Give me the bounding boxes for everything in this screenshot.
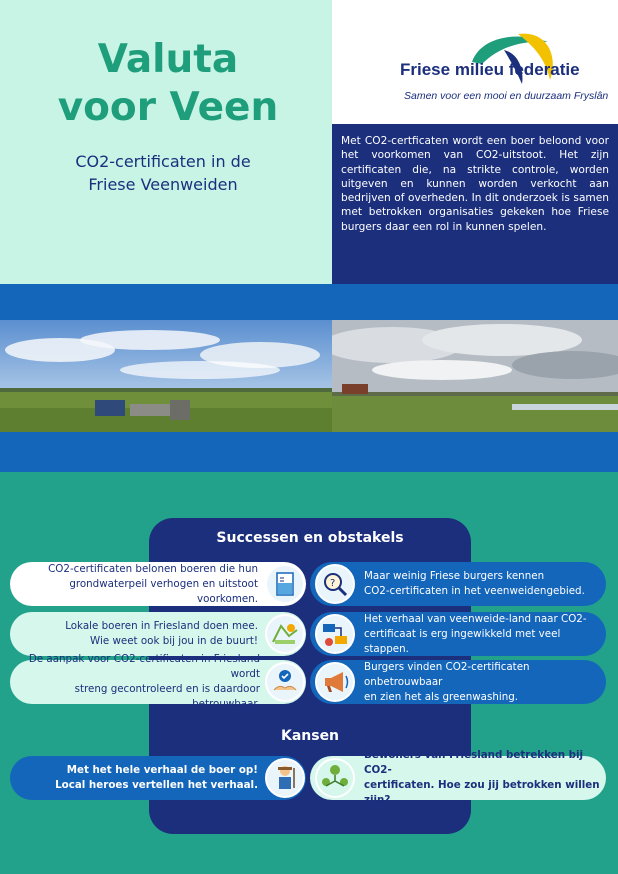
logo-word-friese: Friese — [400, 60, 451, 79]
chance-item-2-text: Bewoners van Friesland betrekken bij CO2- certificaten. Hoe zou jij betrokken willen zijn? — [364, 749, 600, 806]
handshake-check-icon — [265, 662, 305, 702]
landscape-photo-left — [0, 320, 332, 432]
subtitle-line-1: CO2-certificaten in de — [75, 152, 251, 171]
obstacle-item-2-text: Het verhaal van veenweide-land naar CO2- certificaat is erg ingewikkeld met veel stappen. — [364, 612, 587, 655]
logo-wordmark — [400, 60, 610, 80]
logo-word-federatie: federatie — [508, 60, 580, 79]
success-item-2-text: Lokale boeren in Friesland doen mee. Wie weet ook bij jou in de buurt! — [65, 620, 258, 647]
map-farm-icon — [265, 614, 305, 654]
question-magnifier-icon — [315, 564, 355, 604]
blue-band-top — [0, 284, 618, 320]
svg-text:?: ? — [330, 578, 336, 589]
chance-item-1-text: Met het hele verhaal de boer op! Local heroes vertellen het verhaal. — [55, 764, 258, 791]
megaphone-icon — [315, 662, 355, 702]
success-item-1 — [10, 562, 306, 606]
success-item-3-text: De aanpak voor CO2-certificaten in Friesland wordt streng gecontroleerd en is daardoor betrouwbaar. — [28, 653, 260, 710]
farmer-icon — [265, 758, 305, 798]
landscape-photo-right — [332, 320, 618, 432]
successes-obstacles-heading: Successen en obstakels — [216, 530, 404, 546]
success-item-2 — [10, 612, 306, 656]
chance-item-1 — [10, 756, 306, 800]
water-level-icon — [265, 564, 305, 604]
title-line-1: Valuta — [97, 37, 239, 82]
subtitle-line-2: Friese Veenweiden — [88, 175, 238, 194]
page-title — [28, 36, 308, 132]
success-item-1-text: CO2-certificaten belonen boeren die hun grondwaterpeil verhogen en uitstoot voorkomen. — [48, 562, 258, 605]
success-item-3 — [10, 653, 306, 710]
obstacle-item-3-text: Burgers vinden CO2-certificaten onbetrouwbaar en zien het als greenwashing. — [364, 660, 530, 703]
logo-tagline: Samen voor een mooi en duurzaam Fryslân — [404, 90, 609, 102]
logo-word-milieu: milieu — [454, 60, 504, 79]
title-line-2: voor Veen — [57, 85, 279, 130]
blue-band-bottom — [0, 432, 618, 472]
steps-icon — [315, 614, 355, 654]
intro-text: Met CO2-certficaten wordt een boer beloond voor het voorkomen van CO2-uitstoot. Het zijn certificaten die, na strikte controle, worden uitgeven en kunnen worden verkocht aan bedrijven of overheden. In dit onderzoek is samen met betrokken organisaties gekeken hoe Friese burgers daar een rol in kunnen spelen. — [341, 135, 609, 233]
page-subtitle — [28, 150, 298, 196]
obstacle-item-1-text: Maar weinig Friese burgers kennen CO2-certificaten in het veenweidengebied. — [364, 570, 585, 597]
chances-heading: Kansen — [280, 728, 340, 744]
community-icon — [315, 758, 355, 798]
